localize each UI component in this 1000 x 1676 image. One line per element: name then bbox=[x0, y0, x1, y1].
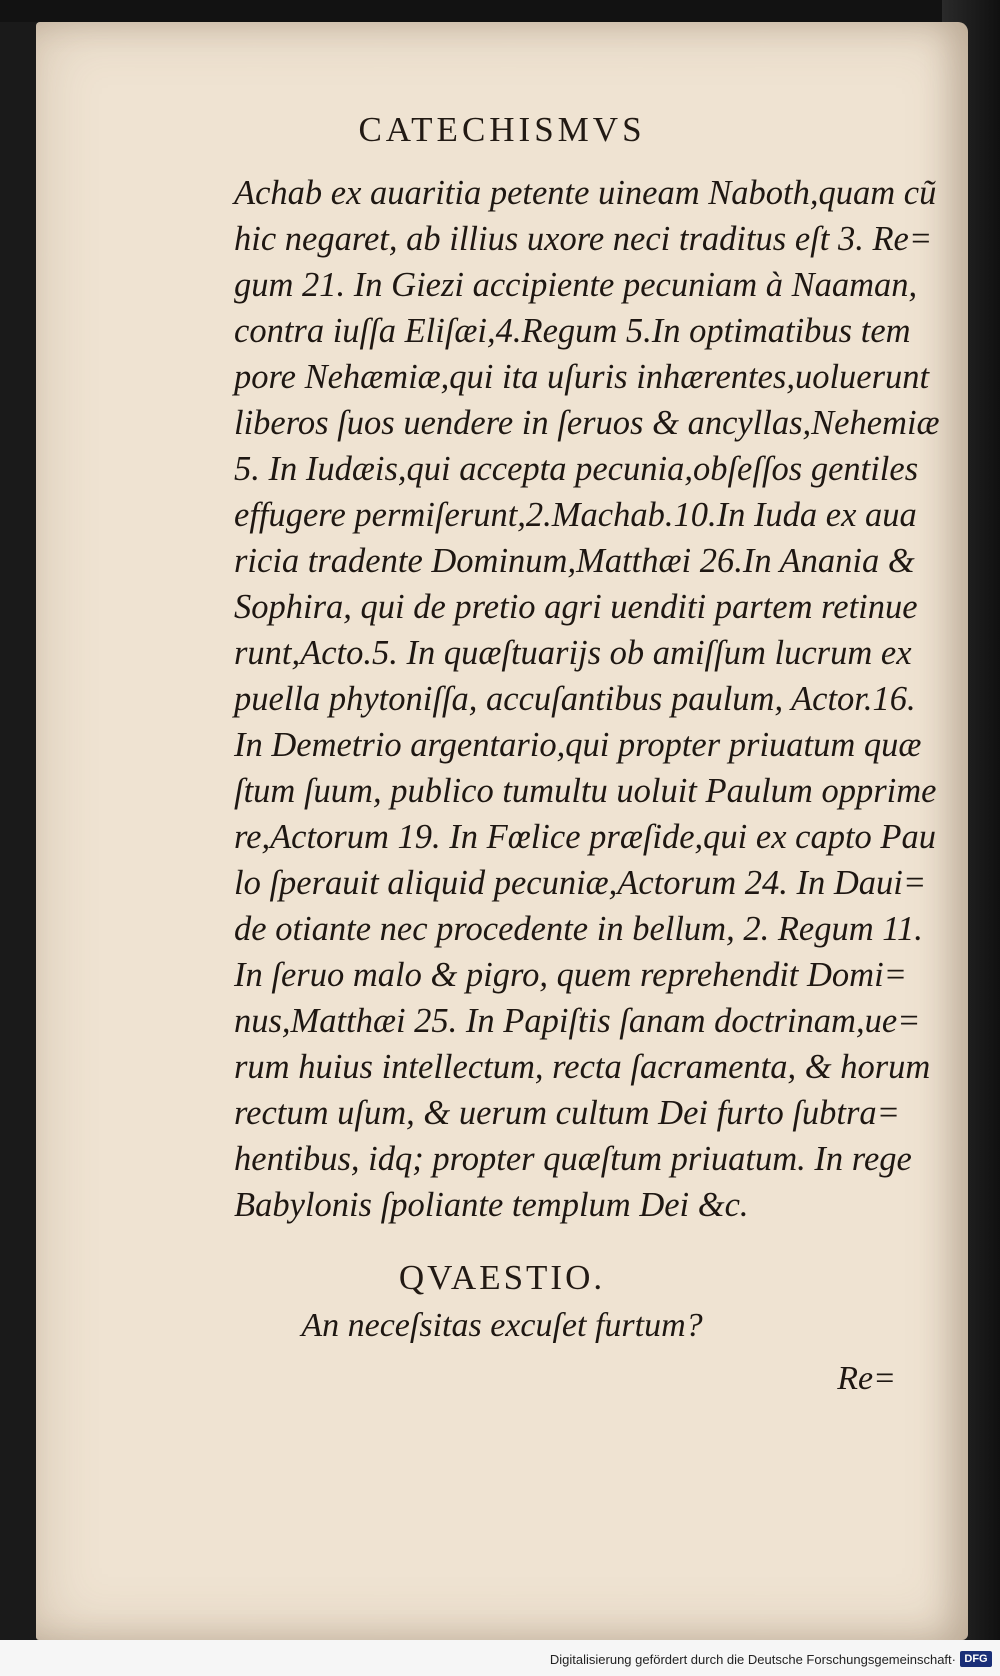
text-line: Babylonis ſpoliante templum Dei &c. bbox=[234, 1186, 749, 1224]
text-line: puella phytoniſſa, accuſantibus paulum, Actor.16. bbox=[234, 680, 916, 718]
text-line: contra iuſſa Eliſæi,4.Regum 5.In optimatibus tem bbox=[234, 312, 911, 350]
text-line: In Demetrio argentario,qui propter priuatum quæ bbox=[234, 726, 922, 764]
footer-bar bbox=[0, 1640, 1000, 1676]
text-line: de otiante nec procedente in bellum, 2. Regum 11. bbox=[234, 910, 923, 948]
text-line: gum 21. In Giezi accipiente pecuniam à Naaman, bbox=[234, 266, 918, 304]
book-page bbox=[36, 22, 968, 1640]
text-line: Sophira, qui de pretio agri uenditi partem retinue bbox=[234, 588, 918, 626]
text-line: runt,Acto.5. In quæſtuarijs ob amiſſum lucrum ex bbox=[234, 634, 912, 672]
text-line: effugere permiſerunt,2.Machab.10.In Iuda ex aua bbox=[234, 496, 917, 534]
text-line: re,Actorum 19. In Fœlice præſide,qui ex capto Pau bbox=[234, 818, 936, 856]
text-line: ſtum ſuum, publico tumultu uoluit Paulum opprime bbox=[234, 772, 937, 810]
catchword: Re= bbox=[837, 1360, 896, 1397]
running-head: CATECHISMVS bbox=[358, 110, 646, 149]
text-line: hentibus, idq; propter quæſtum priuatum. In rege bbox=[234, 1140, 912, 1178]
text-line: In ſeruo malo & pigro, quem reprehendit Domi= bbox=[234, 956, 907, 994]
text-line: Achab ex auaritia petente uineam Naboth,quam cũ bbox=[234, 174, 937, 212]
text-line: rectum uſum, & uerum cultum Dei furto ſubtra= bbox=[234, 1094, 900, 1132]
text-line: nus,Matthæi 25. In Papiſtis ſanam doctrinam,ue= bbox=[234, 1002, 921, 1040]
body-text bbox=[234, 170, 974, 1228]
question-heading: QVAESTIO. bbox=[398, 1258, 606, 1297]
scan-border-top bbox=[0, 0, 1000, 22]
dfg-logo: DFG bbox=[960, 1651, 992, 1667]
text-line: rum huius intellectum, recta ſacramenta, & horum bbox=[234, 1048, 931, 1086]
text-line: 5. In Iudæis,qui accepta pecunia,obſeſſos gentiles bbox=[234, 450, 919, 488]
text-line: hic negaret, ab illius uxore neci traditus eſt 3. Re= bbox=[234, 220, 933, 258]
text-line: ricia tradente Dominum,Matthæi 26.In Anania & bbox=[234, 542, 915, 580]
question-text: An neceſsitas excuſet furtum? bbox=[301, 1307, 703, 1344]
text-line: pore Nehæmiæ,qui ita uſuris inhærentes,uoluerunt bbox=[234, 358, 930, 396]
text-line: liberos ſuos uendere in ſeruos & ancyllas,Nehemiæ bbox=[234, 404, 940, 442]
dfg-credit-text: Digitalisierung gefördert durch die Deutsche Forschungsgemeinschaft· bbox=[549, 1652, 956, 1667]
text-line: lo ſperauit aliquid pecuniæ,Actorum 24. In Daui= bbox=[234, 864, 927, 902]
